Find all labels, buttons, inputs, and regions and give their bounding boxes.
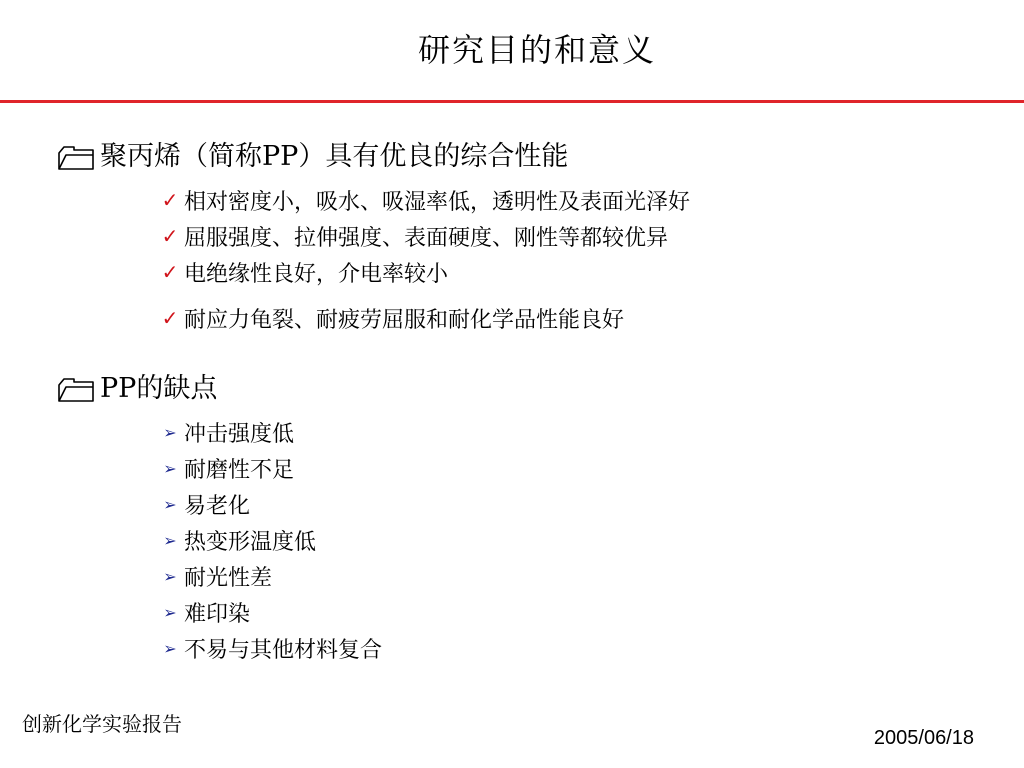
list-item: [158, 486, 382, 522]
section-heading-disadvantages: [56, 372, 217, 406]
list-item-text: 难印染: [184, 601, 251, 627]
footer-date: 2005/06/18: [873, 727, 974, 749]
list-item-text: 电绝缘性良好，介电率较小: [184, 261, 449, 287]
list-item: [158, 254, 690, 290]
list-item: [158, 558, 382, 594]
slide-title: 研究目的和意义: [417, 31, 656, 69]
arrow-icon: ➢: [163, 638, 177, 658]
footer-report-name: 创新化学实验报告: [22, 712, 182, 736]
list-item-text: 屈服强度、拉伸强度、表面硬度、刚性等都较优异: [184, 225, 669, 251]
folder-icon: [56, 376, 96, 402]
disadvantages-list: [158, 414, 382, 666]
list-item: [158, 522, 382, 558]
list-item-text: 易老化: [184, 493, 251, 519]
check-icon: ✓: [161, 260, 179, 284]
check-icon: ✓: [161, 188, 179, 212]
section-heading-text: PP的缺点: [100, 373, 218, 404]
list-item-text: 相对密度小，吸水、吸湿率低，透明性及表面光泽好: [184, 189, 691, 215]
check-icon: ✓: [161, 224, 179, 248]
list-item: [158, 414, 382, 450]
list-item: [158, 218, 690, 254]
list-item-text: 热变形温度低: [184, 529, 317, 555]
list-item-text: 冲击强度低: [184, 421, 295, 447]
arrow-icon: ➢: [163, 458, 177, 478]
check-icon: ✓: [161, 306, 179, 330]
list-item: [158, 300, 690, 336]
folder-icon: [56, 144, 96, 170]
section-heading-text: 聚丙烯（简称PP）具有优良的综合性能: [100, 141, 569, 172]
list-item-text: 不易与其他材料复合: [184, 637, 383, 663]
list-item: [158, 594, 382, 630]
arrow-icon: ➢: [163, 494, 177, 514]
arrow-icon: ➢: [163, 422, 177, 442]
arrow-icon: ➢: [163, 602, 177, 622]
arrow-icon: ➢: [163, 566, 177, 586]
section-heading-advantages: [56, 140, 568, 174]
list-item: [158, 450, 382, 486]
list-item-text: 耐磨性不足: [184, 457, 295, 483]
list-item: [158, 182, 690, 218]
arrow-icon: ➢: [163, 530, 177, 550]
title-divider: [0, 100, 1024, 103]
list-item-text: 耐应力龟裂、耐疲劳屈服和耐化学品性能良好: [184, 307, 625, 333]
list-item-text: 耐光性差: [184, 565, 273, 591]
list-item: [158, 630, 382, 666]
advantages-list: [158, 182, 690, 336]
